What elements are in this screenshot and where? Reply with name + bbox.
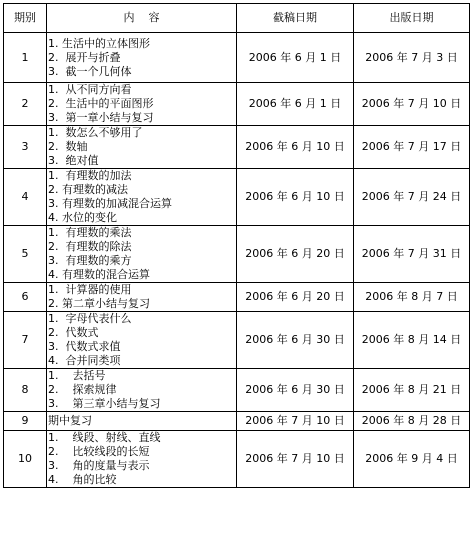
deadline-cell: 2006 年 7 月 10 日 [237, 412, 354, 431]
topic-item: 2. 展开与折叠 [48, 50, 121, 64]
topic-item: 2. 数轴 [48, 140, 88, 153]
issue-cell: 9 [4, 412, 47, 431]
topic-item: 4. 合并同类项 [48, 354, 121, 367]
topic-item: 4. 角的比较 [48, 473, 117, 486]
table-row [4, 369, 470, 412]
table-row [4, 431, 470, 488]
topic-item: 1. 有理数的加法 [48, 169, 132, 182]
topic-item: 2. 有理数的除法 [48, 240, 132, 253]
topic-item: 3. 第三章小结与复习 [48, 397, 161, 410]
topic-item: 3. 第一章小结与复习 [48, 111, 154, 124]
table-header [4, 4, 470, 33]
deadline-cell: 2006 年 6 月 1 日 [237, 83, 354, 126]
issue-cell: 7 [4, 312, 47, 369]
table-body [4, 33, 470, 488]
topic-item: 3. 有理数的加减混合运算 [48, 197, 172, 210]
publish-cell: 2006 年 9 月 4 日 [354, 431, 470, 488]
issue-cell: 4 [4, 169, 47, 226]
publish-cell: 2006 年 7 月 24 日 [354, 169, 470, 226]
topic-item: 2. 比较线段的长短 [48, 445, 150, 458]
topic-item: 4. 水位的变化 [48, 211, 117, 224]
topic-item: 3. 代数式求值 [48, 340, 121, 353]
deadline-cell: 2006 年 6 月 30 日 [237, 312, 354, 369]
topics-cell [47, 312, 237, 369]
topic-item: 3. 角的度量与表示 [48, 459, 150, 472]
publish-cell: 2006 年 7 月 10 日 [354, 83, 470, 126]
topic-item: 4. 有理数的混合运算 [48, 268, 150, 281]
topic-item: 期中复习 [48, 414, 92, 427]
topics-cell [47, 33, 237, 83]
publish-cell: 2006 年 7 月 17 日 [354, 126, 470, 169]
topics-cell [47, 369, 237, 412]
issue-cell: 2 [4, 83, 47, 126]
deadline-cell: 2006 年 6 月 30 日 [237, 369, 354, 412]
deadline-cell: 2006 年 7 月 10 日 [237, 431, 354, 488]
issue-cell: 6 [4, 283, 47, 312]
table-row [4, 312, 470, 369]
schedule-table [3, 3, 470, 488]
topic-item: 3. 绝对值 [48, 154, 99, 167]
deadline-cell: 2006 年 6 月 20 日 [237, 283, 354, 312]
topic-item: 3. 截一个几何体 [48, 64, 132, 78]
issue-cell: 8 [4, 369, 47, 412]
issue-cell: 5 [4, 226, 47, 283]
topic-item: 2. 第二章小结与复习 [48, 297, 150, 310]
issue-cell: 3 [4, 126, 47, 169]
topics-cell [47, 83, 237, 126]
publish-cell: 2006 年 8 月 28 日 [354, 412, 470, 431]
table-row [4, 126, 470, 169]
topics-cell [47, 431, 237, 488]
topic-item: 2. 生活中的平面图形 [48, 97, 154, 110]
topics-cell [47, 226, 237, 283]
deadline-cell: 2006 年 6 月 1 日 [237, 33, 354, 83]
topics-cell [47, 169, 237, 226]
topics-cell [47, 283, 237, 312]
header-deadline: 截稿日期 [237, 4, 354, 33]
issue-cell: 10 [4, 431, 47, 488]
deadline-cell: 2006 年 6 月 10 日 [237, 126, 354, 169]
publish-cell: 2006 年 7 月 31 日 [354, 226, 470, 283]
publish-cell: 2006 年 8 月 21 日 [354, 369, 470, 412]
table-row [4, 226, 470, 283]
topic-item: 1. 去括号 [48, 369, 106, 382]
topic-item: 3. 有理数的乘方 [48, 254, 132, 267]
header-issue: 期别 [4, 4, 47, 33]
topic-item: 1. 从不同方向看 [48, 83, 132, 96]
issue-cell: 1 [4, 33, 47, 83]
topic-item: 1. 生活中的立体图形 [48, 36, 150, 50]
topic-item: 1. 数怎么不够用了 [48, 126, 143, 139]
table-row [4, 412, 470, 431]
topic-item: 2. 有理数的减法 [48, 183, 128, 196]
header-row [4, 4, 470, 33]
publish-cell: 2006 年 8 月 7 日 [354, 283, 470, 312]
topic-item: 1. 有理数的乘法 [48, 226, 132, 239]
topic-item: 2. 探索规律 [48, 383, 117, 396]
header-content: 内 容 [47, 4, 237, 33]
table-row [4, 33, 470, 83]
table-row [4, 283, 470, 312]
publish-cell: 2006 年 7 月 3 日 [354, 33, 470, 83]
topics-cell [47, 126, 237, 169]
deadline-cell: 2006 年 6 月 20 日 [237, 226, 354, 283]
topic-item: 1. 线段、射线、直线 [48, 431, 161, 444]
table-row [4, 83, 470, 126]
topic-item: 1. 字母代表什么 [48, 312, 132, 325]
table-row [4, 169, 470, 226]
deadline-cell: 2006 年 6 月 10 日 [237, 169, 354, 226]
header-publish: 出版日期 [354, 4, 470, 33]
topic-item: 1. 计算器的使用 [48, 283, 132, 296]
topic-item: 2. 代数式 [48, 326, 99, 339]
topics-cell [47, 412, 237, 431]
publish-cell: 2006 年 8 月 14 日 [354, 312, 470, 369]
